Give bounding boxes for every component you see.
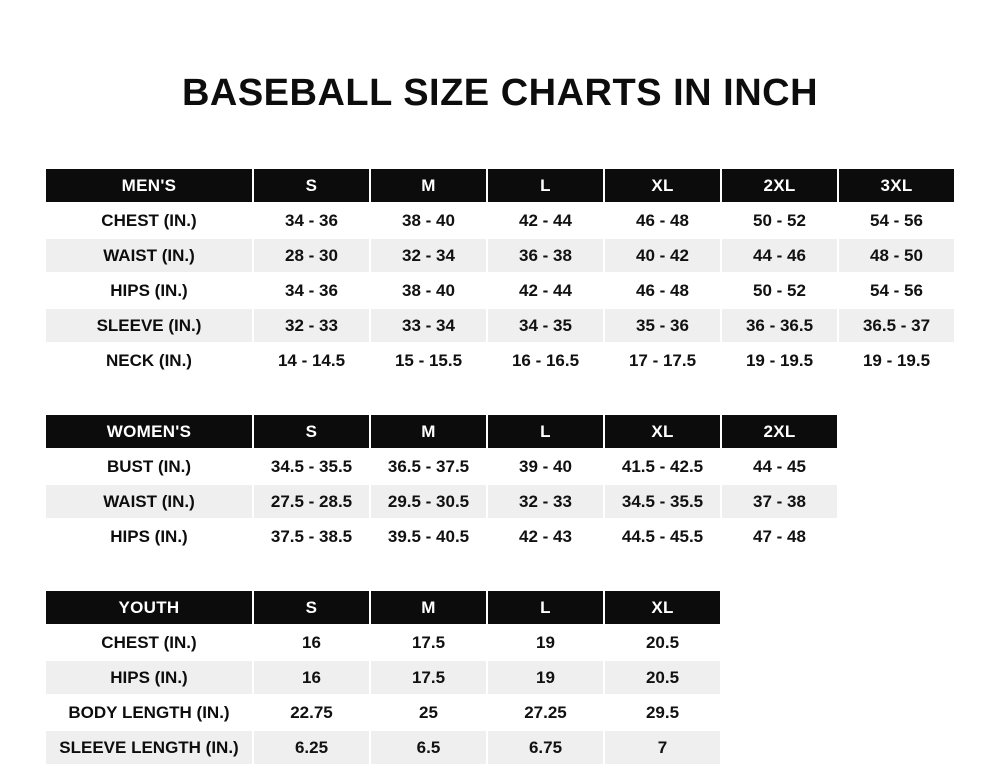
cell: 16 [253,660,370,695]
row-label: BODY LENGTH (IN.) [45,695,253,730]
youth-header-category: YOUTH [45,590,253,625]
youth-size-table [44,589,722,766]
cell: 41.5 - 42.5 [604,449,721,484]
cell: 16 [253,625,370,660]
cell: 14 - 14.5 [253,343,370,378]
cell: 19 - 19.5 [838,343,955,378]
cell: 42 - 43 [487,519,604,554]
cell: 44 - 46 [721,238,838,273]
mens-table-header [45,168,955,203]
cell: 36 - 38 [487,238,604,273]
mens-header-m: M [370,168,487,203]
cell: 48 - 50 [838,238,955,273]
table-row [45,660,721,695]
row-label: SLEEVE (IN.) [45,308,253,343]
cell: 50 - 52 [721,273,838,308]
table-row [45,695,721,730]
cell: 42 - 44 [487,203,604,238]
youth-header-xl: XL [604,590,721,625]
table-row [45,273,955,308]
cell: 34 - 36 [253,203,370,238]
cell: 34.5 - 35.5 [604,484,721,519]
womens-size-table [44,413,839,555]
table-row [45,308,955,343]
table-row [45,203,955,238]
cell: 46 - 48 [604,203,721,238]
cell: 25 [370,695,487,730]
mens-header-s: S [253,168,370,203]
mens-header-l: L [487,168,604,203]
cell: 44 - 45 [721,449,838,484]
youth-header-m: M [370,590,487,625]
youth-table-body [45,625,721,765]
row-label: NECK (IN.) [45,343,253,378]
cell: 20.5 [604,625,721,660]
cell: 27.25 [487,695,604,730]
cell: 36.5 - 37 [838,308,955,343]
row-label: BUST (IN.) [45,449,253,484]
cell: 54 - 56 [838,273,955,308]
cell: 50 - 52 [721,203,838,238]
cell: 6.25 [253,730,370,765]
mens-header-xl: XL [604,168,721,203]
table-row [45,519,838,554]
cell: 6.5 [370,730,487,765]
cell: 34 - 36 [253,273,370,308]
cell: 34.5 - 35.5 [253,449,370,484]
cell: 38 - 40 [370,203,487,238]
womens-header-2xl: 2XL [721,414,838,449]
youth-header-s: S [253,590,370,625]
cell: 19 [487,660,604,695]
cell: 32 - 33 [253,308,370,343]
cell: 27.5 - 28.5 [253,484,370,519]
cell: 47 - 48 [721,519,838,554]
cell: 38 - 40 [370,273,487,308]
cell: 37.5 - 38.5 [253,519,370,554]
cell: 35 - 36 [604,308,721,343]
youth-header-l: L [487,590,604,625]
table-header-row [45,414,838,449]
row-label: WAIST (IN.) [45,238,253,273]
youth-table-header [45,590,721,625]
cell: 32 - 34 [370,238,487,273]
cell: 16 - 16.5 [487,343,604,378]
cell: 29.5 - 30.5 [370,484,487,519]
row-label: CHEST (IN.) [45,625,253,660]
table-row [45,625,721,660]
mens-size-table [44,167,956,379]
table-row [45,730,721,765]
cell: 15 - 15.5 [370,343,487,378]
cell: 6.75 [487,730,604,765]
row-label: HIPS (IN.) [45,519,253,554]
cell: 54 - 56 [838,203,955,238]
womens-header-category: WOMEN'S [45,414,253,449]
page-title: BASEBALL SIZE CHARTS IN INCH [181,72,819,114]
cell: 7 [604,730,721,765]
cell: 20.5 [604,660,721,695]
table-row [45,343,955,378]
womens-table-body [45,449,838,554]
cell: 44.5 - 45.5 [604,519,721,554]
cell: 32 - 33 [487,484,604,519]
mens-header-category: MEN'S [45,168,253,203]
cell: 39.5 - 40.5 [370,519,487,554]
cell: 37 - 38 [721,484,838,519]
tables-container [0,167,1000,766]
womens-header-s: S [253,414,370,449]
cell: 42 - 44 [487,273,604,308]
mens-header-3xl: 3XL [838,168,955,203]
cell: 29.5 [604,695,721,730]
row-label: WAIST (IN.) [45,484,253,519]
womens-header-m: M [370,414,487,449]
cell: 33 - 34 [370,308,487,343]
row-label: HIPS (IN.) [45,273,253,308]
cell: 17.5 [370,660,487,695]
cell: 22.75 [253,695,370,730]
row-label: CHEST (IN.) [45,203,253,238]
table-row [45,238,955,273]
womens-header-l: L [487,414,604,449]
cell: 17.5 [370,625,487,660]
cell: 36.5 - 37.5 [370,449,487,484]
womens-header-xl: XL [604,414,721,449]
cell: 19 [487,625,604,660]
cell: 17 - 17.5 [604,343,721,378]
table-header-row [45,590,721,625]
mens-header-2xl: 2XL [721,168,838,203]
table-row [45,484,838,519]
mens-table-body [45,203,955,378]
cell: 34 - 35 [487,308,604,343]
cell: 39 - 40 [487,449,604,484]
table-header-row [45,168,955,203]
row-label: HIPS (IN.) [45,660,253,695]
cell: 36 - 36.5 [721,308,838,343]
table-row [45,449,838,484]
womens-table-header [45,414,838,449]
row-label: SLEEVE LENGTH (IN.) [45,730,253,765]
cell: 28 - 30 [253,238,370,273]
cell: 19 - 19.5 [721,343,838,378]
cell: 46 - 48 [604,273,721,308]
cell: 40 - 42 [604,238,721,273]
